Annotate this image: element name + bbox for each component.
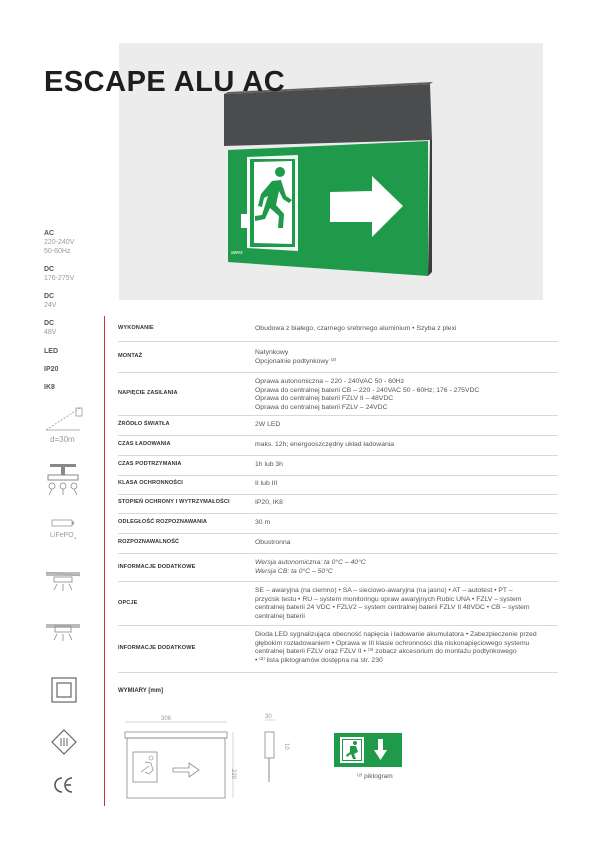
ce-mark-icon: [42, 772, 86, 798]
dimensions-title: WYMIARY [mm]: [118, 688, 163, 694]
recessed-mount-icon: [42, 622, 86, 650]
distance-label: d=30m: [50, 435, 75, 444]
class-iii-icon: [42, 728, 86, 758]
dim-width: 306: [161, 716, 172, 722]
spec-dc-1: DC 176-275V: [44, 266, 75, 282]
spec-ip20: IP20: [44, 366, 59, 373]
brand-logo: awex: [231, 250, 243, 256]
class-ii-icon: [42, 676, 86, 706]
spec-ik8: IK8: [44, 384, 55, 391]
dim-height: 220: [230, 769, 236, 780]
dim-depth: 30: [265, 714, 272, 720]
dim-top: 10: [283, 743, 289, 750]
product-photo: [0, 0, 600, 300]
spec-led: LED: [44, 348, 58, 355]
red-divider: [104, 316, 105, 806]
surface-mount-icon: [42, 570, 86, 598]
page-title: ESCAPE ALU AC: [44, 66, 286, 98]
lifepo-label: LiFePO$_4$: [50, 532, 76, 541]
spec-dc-2: DC 24V: [44, 293, 57, 309]
distance-icon: [42, 404, 86, 446]
spec-ac: AC 220-240V 50-60Hz: [44, 230, 75, 255]
ceiling-mount-icon: [42, 462, 86, 498]
pictogram-icon: [334, 733, 402, 767]
spec-dc-3: DC 48V: [44, 320, 57, 336]
pictogram-label: ⁽²⁾ piktogram: [357, 773, 393, 780]
